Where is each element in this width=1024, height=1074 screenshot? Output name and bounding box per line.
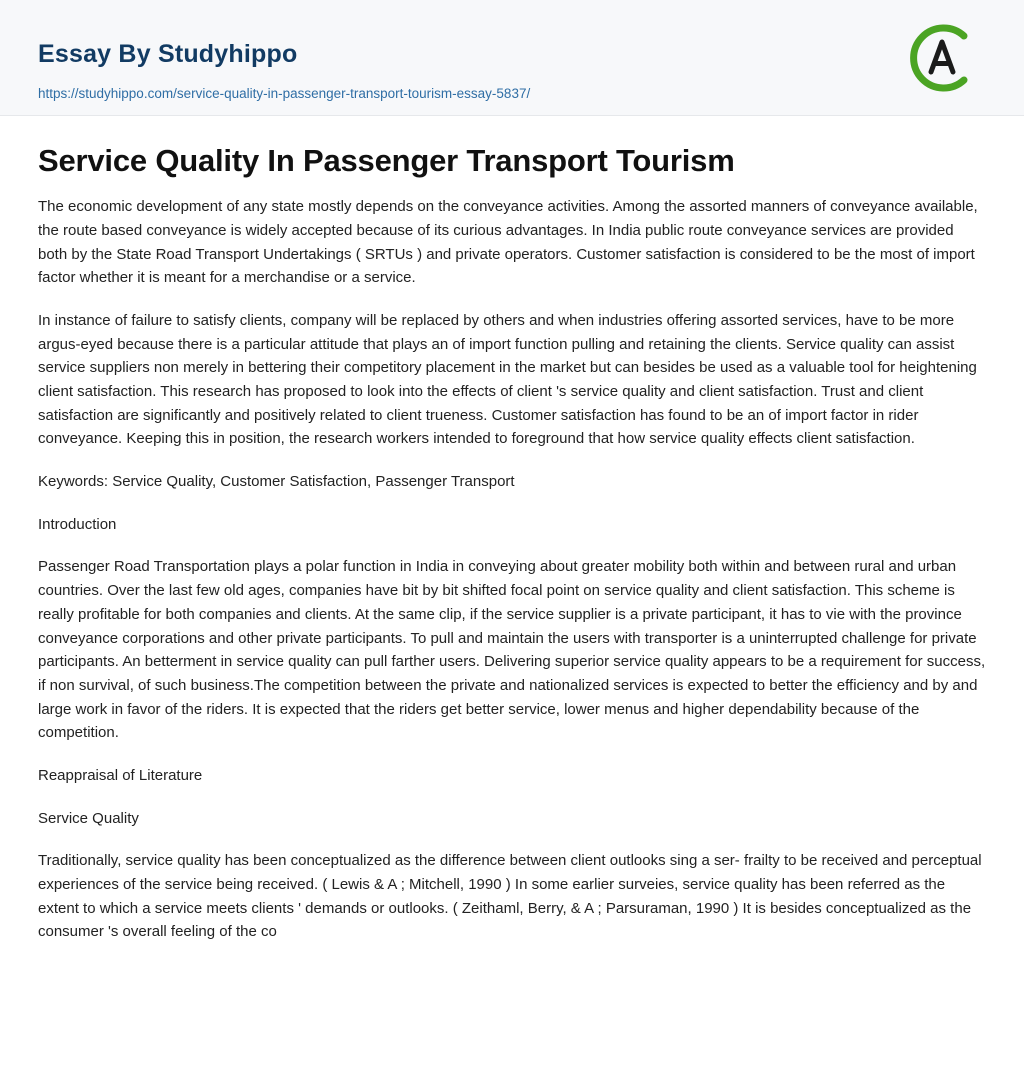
page-title: Service Quality In Passenger Transport Tourism — [38, 143, 735, 178]
keywords-line: Keywords: Service Quality, Customer Satisfaction, Passenger Transport — [38, 473, 515, 491]
source-url-link[interactable]: https://studyhippo.com/service-quality-in-passenger-transport-tourism-essay-5837/ — [38, 86, 531, 101]
site-header — [0, 0, 1024, 116]
article-body — [0, 116, 1024, 944]
paragraph: Traditionally, service quality has been conceptualized as the difference between client outlooks sing a ser- frailty to be received and perceptual experiences of the service being received. ( Lewis & A ; Mitchell, 1990 ) In some earlier surveies, service quality has been referred as the extent to which a service meets clients ' demands or outlooks. ( Zeithaml, Berry, & A ; Parsuraman, 1990 ) It is besides conceptualized as the consumer 's overall feeling of the co — [38, 852, 982, 941]
site-title: Essay By Studyhippo — [38, 40, 298, 68]
section-heading-literature: Reappraisal of Literature — [38, 766, 203, 784]
paragraph: Passenger Road Transportation plays a polar function in India in conveying about greater mobility both within and between rural and urban countries. Over the last few old ages, companies have bit by bit shifted focal point on service quality and client satisfaction. This scheme is really profitable for both companies and clients. At the same clip, if the service supplier is a private participant, it has to vie with the province conveyance corporations and other private participants. To pull and maintain the users with transporter is a uninterrupted challenge for private participants. An betterment in service quality can pull farther users. Delivering superior service quality appears to be a requirement for success, if non survival, of such business.The competition between the private and nationalized services is expected to better the efficiency and by and large work in favor of the riders. It is expected that the riders get better service, lower menus and higher dependability because of the competition. — [38, 558, 986, 742]
section-heading-service-quality: Service Quality — [38, 809, 139, 827]
studyhippo-logo-icon — [904, 22, 976, 94]
paragraph: The economic development of any state mostly depends on the conveyance activities. Among the assorted manners of conveyance available, the route based conveyance is widely accepted because of its curious advantages. In India public route conveyance services are provided both by the State Road Transport Undertakings ( SRTUs ) and private operators. Customer satisfaction is considered to be the most of import factor whether it is meant for a merchandise or a service. — [38, 198, 978, 287]
paragraph: In instance of failure to satisfy clients, company will be replaced by others and when industries offering assorted services, have to be more argus-eyed because there is a particular attitude that plays an of import function pulling and retaining the clients. Service quality can assist service suppliers non merely in bettering their competitory placement in the market but can besides be used as a valuable tool for heightening client satisfaction. This research has proposed to look into the effects of client 's service quality and client satisfaction. Trust and client satisfaction are significantly and positively related to client trueness. Customer satisfaction has found to be an of import factor in rider conveyance. Keeping this in position, the research workers intended to foreground that how service quality effects client satisfaction. — [38, 311, 977, 448]
section-heading-introduction: Introduction — [38, 515, 117, 533]
